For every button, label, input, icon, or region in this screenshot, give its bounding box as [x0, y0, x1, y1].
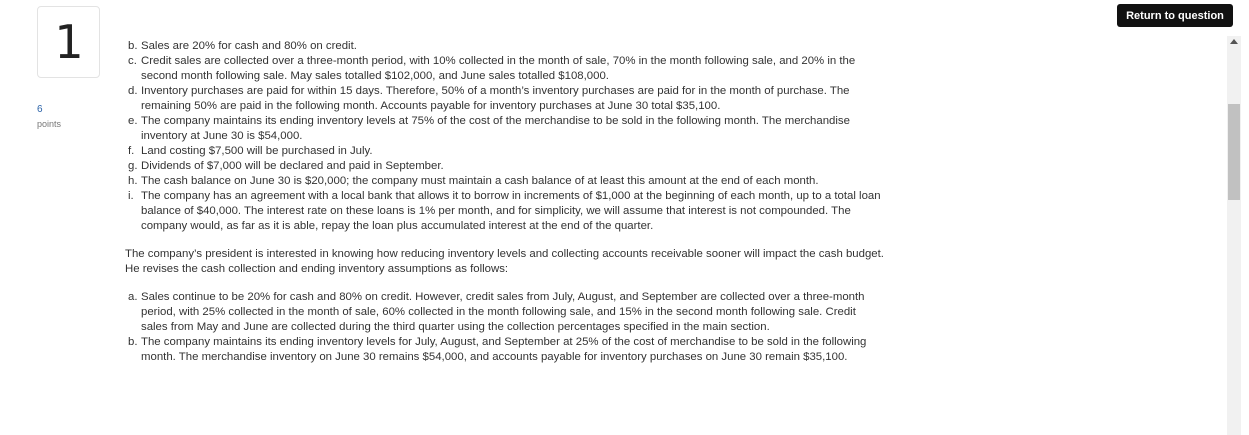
list-item — [125, 174, 885, 189]
list-item-label: d. — [128, 85, 138, 97]
list-item-label: h. — [128, 175, 138, 187]
list-item — [125, 335, 885, 365]
list-item — [125, 290, 885, 335]
question-number-box — [37, 6, 100, 78]
list-item-label: e. — [128, 115, 138, 127]
list-item-text: Credit sales are collected over a three-month period, with 10% collected in the month of sale, 70% in the month following sale, and 20% in the second month following sale. May sales totalled $102,000, and June sales totalled $108,000. — [141, 55, 856, 82]
list-item-text: Land costing $7,500 will be purchased in July. — [141, 145, 373, 157]
list-item-label: b. — [128, 40, 138, 52]
list-item-text: The cash balance on June 30 is $20,000; the company must maintain a cash balance of at least this amount at the end of each month. — [141, 175, 819, 187]
list-item-label: f. — [128, 145, 135, 157]
list-item-label: c. — [128, 55, 137, 67]
scroll-up-arrow-icon[interactable] — [1230, 39, 1238, 44]
question-content — [125, 39, 885, 365]
list-item-text: Sales continue to be 20% for cash and 80% on credit. However, credit sales from July, August, and September are collected over a three-month period, with 25% collected in the month of sale, 60% collected in the month following sale, and 15% in the second month following sale. Credit sales from May and June are collected during the third quarter using the collection percentages specified in the main section. — [141, 291, 865, 333]
list-item-label: a. — [128, 291, 138, 303]
list-item — [125, 159, 885, 174]
list-item-text: The company maintains its ending inventory levels for July, August, and September at 25% of the cost of merchandise to be sold in the following month. The merchandise inventory on June 30 remains $54,000, and accounts payable for inventory purchases on June 30 remain $35,100. — [141, 336, 867, 363]
list-item — [125, 144, 885, 159]
list-item-label: g. — [128, 160, 138, 172]
question-number: 1 — [54, 15, 83, 69]
scrollbar-thumb[interactable] — [1228, 104, 1240, 200]
president-paragraph: The company’s president is interested in knowing how reducing inventory levels and collecting accounts receivable sooner will impact the cash budget. He revises the cash collection and ending inventory assumptions as follows: — [125, 248, 884, 275]
list-item — [125, 39, 885, 54]
points-value: 6 — [37, 104, 43, 115]
list-item-text: Sales are 20% for cash and 80% on credit. — [141, 40, 357, 52]
list-item-text: The company has an agreement with a local bank that allows it to borrow in increments of $1,000 at the beginning of each month, up to a total loan balance of $40,000. The interest rate on these loans is 1% per month, and for simplicity, we will assume that interest is not compounded. The company would, as far as it is able, repay the loan plus accumulated interest at the end of the quarter. — [141, 190, 881, 232]
list-item — [125, 54, 885, 84]
list-item-text: Inventory purchases are paid for within 15 days. Therefore, 50% of a month’s inventory purchases are paid for in the month of purchase. The remaining 50% are paid in the following month. Accounts payable for inventory purchases at June 30 total $35,100. — [141, 85, 850, 112]
assumptions-list — [125, 39, 885, 234]
list-item-text: The company maintains its ending inventory levels at 75% of the cost of the merchandise to be sold in the following month. The merchandise inventory at June 30 is $54,000. — [141, 115, 850, 142]
list-item-text: Dividends of $7,000 will be declared and paid in September. — [141, 160, 444, 172]
return-to-question-button[interactable]: Return to question — [1117, 4, 1233, 27]
list-item-label: b. — [128, 336, 138, 348]
list-item — [125, 114, 885, 144]
list-item — [125, 189, 885, 234]
revisions-list — [125, 290, 885, 365]
points-label: points — [37, 119, 62, 129]
list-item-label: i. — [128, 190, 134, 202]
list-item — [125, 84, 885, 114]
vertical-scrollbar[interactable] — [1227, 36, 1241, 435]
